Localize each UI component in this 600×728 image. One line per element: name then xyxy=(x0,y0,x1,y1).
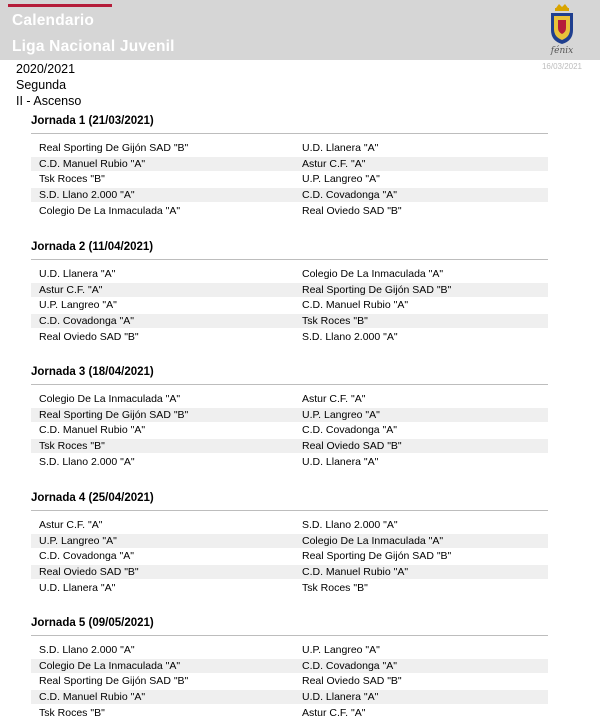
home-team: S.D. Llano 2.000 "A" xyxy=(39,456,135,468)
away-team: U.D. Llanera "A" xyxy=(302,142,379,154)
match-row xyxy=(31,674,548,688)
round-title: Jornada 3 (18/04/2021) xyxy=(31,366,154,378)
away-team: Astur C.F. "A" xyxy=(302,707,366,719)
away-team: Real Sporting De Gijón SAD "B" xyxy=(302,284,452,296)
away-team: Astur C.F. "A" xyxy=(302,393,366,405)
home-team: Real Sporting De Gijón SAD "B" xyxy=(39,142,189,154)
home-team: Real Oviedo SAD "B" xyxy=(39,331,139,343)
home-team: U.D. Llanera "A" xyxy=(39,582,116,594)
home-team: C.D. Manuel Rubio "A" xyxy=(39,424,146,436)
round-divider xyxy=(31,259,548,260)
fenix-logo xyxy=(546,2,578,60)
away-team: Real Oviedo SAD "B" xyxy=(302,440,402,452)
home-team: U.D. Llanera "A" xyxy=(39,268,116,280)
match-row xyxy=(31,439,548,453)
round-divider xyxy=(31,510,548,511)
match-row xyxy=(31,204,548,218)
home-team: Tsk Roces "B" xyxy=(39,440,105,452)
home-team: Real Sporting De Gijón SAD "B" xyxy=(39,675,189,687)
match-row xyxy=(31,157,548,171)
away-team: Real Sporting De Gijón SAD "B" xyxy=(302,550,452,562)
home-team: Real Oviedo SAD "B" xyxy=(39,566,139,578)
home-team: C.D. Manuel Rubio "A" xyxy=(39,691,146,703)
away-team: S.D. Llano 2.000 "A" xyxy=(302,331,398,343)
home-team: S.D. Llano 2.000 "A" xyxy=(39,189,135,201)
away-team: U.P. Langreo "A" xyxy=(302,173,380,185)
home-team: C.D. Covadonga "A" xyxy=(39,550,135,562)
away-team: U.D. Llanera "A" xyxy=(302,456,379,468)
season: 2020/2021 xyxy=(16,62,76,76)
home-team: Tsk Roces "B" xyxy=(39,173,105,185)
home-team: S.D. Llano 2.000 "A" xyxy=(39,644,135,656)
match-row xyxy=(31,455,548,469)
match-row xyxy=(31,423,548,437)
page-header xyxy=(0,0,600,60)
round-divider xyxy=(31,384,548,385)
away-team: U.D. Llanera "A" xyxy=(302,691,379,703)
division: Segunda xyxy=(16,78,67,92)
away-team: U.P. Langreo "A" xyxy=(302,409,380,421)
away-team: Astur C.F. "A" xyxy=(302,158,366,170)
home-team: Tsk Roces "B" xyxy=(39,707,105,719)
home-team: U.P. Langreo "A" xyxy=(39,535,117,547)
logo-text: fénix xyxy=(550,46,574,56)
match-row xyxy=(31,408,548,422)
home-team: Colegio De La Inmaculada "A" xyxy=(39,660,181,672)
group: II - Ascenso xyxy=(16,94,82,108)
match-row xyxy=(31,581,548,595)
away-team: Tsk Roces "B" xyxy=(302,582,368,594)
match-row xyxy=(31,565,548,579)
match-row xyxy=(31,706,548,720)
home-team: Colegio De La Inmaculada "A" xyxy=(39,205,181,217)
away-team: Colegio De La Inmaculada "A" xyxy=(302,268,444,280)
crest-icon xyxy=(546,2,578,46)
away-team: C.D. Manuel Rubio "A" xyxy=(302,299,409,311)
header-accent-bar xyxy=(8,4,112,7)
match-row xyxy=(31,534,548,548)
away-team: Colegio De La Inmaculada "A" xyxy=(302,535,444,547)
away-team: U.P. Langreo "A" xyxy=(302,644,380,656)
round-title: Jornada 1 (21/03/2021) xyxy=(31,115,154,127)
round-title: Jornada 4 (25/04/2021) xyxy=(31,492,154,504)
page-title: Calendario xyxy=(12,12,95,29)
home-team: C.D. Covadonga "A" xyxy=(39,315,135,327)
match-row xyxy=(31,283,548,297)
home-team: Astur C.F. "A" xyxy=(39,519,103,531)
away-team: C.D. Covadonga "A" xyxy=(302,424,398,436)
match-row xyxy=(31,298,548,312)
away-team: S.D. Llano 2.000 "A" xyxy=(302,519,398,531)
match-row xyxy=(31,314,548,328)
league-title: Liga Nacional Juvenil xyxy=(12,38,175,55)
round-divider xyxy=(31,635,548,636)
away-team: C.D. Covadonga "A" xyxy=(302,189,398,201)
round-title: Jornada 2 (11/04/2021) xyxy=(31,241,154,253)
match-row xyxy=(31,172,548,186)
away-team: C.D. Manuel Rubio "A" xyxy=(302,566,409,578)
match-row xyxy=(31,518,548,532)
round-title: Jornada 5 (09/05/2021) xyxy=(31,617,154,629)
home-team: Real Sporting De Gijón SAD "B" xyxy=(39,409,189,421)
print-date: 16/03/2021 xyxy=(541,62,582,71)
match-row xyxy=(31,659,548,673)
home-team: U.P. Langreo "A" xyxy=(39,299,117,311)
match-row xyxy=(31,141,548,155)
match-row xyxy=(31,330,548,344)
match-row xyxy=(31,392,548,406)
match-row xyxy=(31,188,548,202)
match-row xyxy=(31,267,548,281)
home-team: Astur C.F. "A" xyxy=(39,284,103,296)
home-team: C.D. Manuel Rubio "A" xyxy=(39,158,146,170)
match-row xyxy=(31,690,548,704)
match-row xyxy=(31,643,548,657)
home-team: Colegio De La Inmaculada "A" xyxy=(39,393,181,405)
away-team: Real Oviedo SAD "B" xyxy=(302,205,402,217)
away-team: Tsk Roces "B" xyxy=(302,315,368,327)
round-divider xyxy=(31,133,548,134)
away-team: C.D. Covadonga "A" xyxy=(302,660,398,672)
match-row xyxy=(31,549,548,563)
away-team: Real Oviedo SAD "B" xyxy=(302,675,402,687)
